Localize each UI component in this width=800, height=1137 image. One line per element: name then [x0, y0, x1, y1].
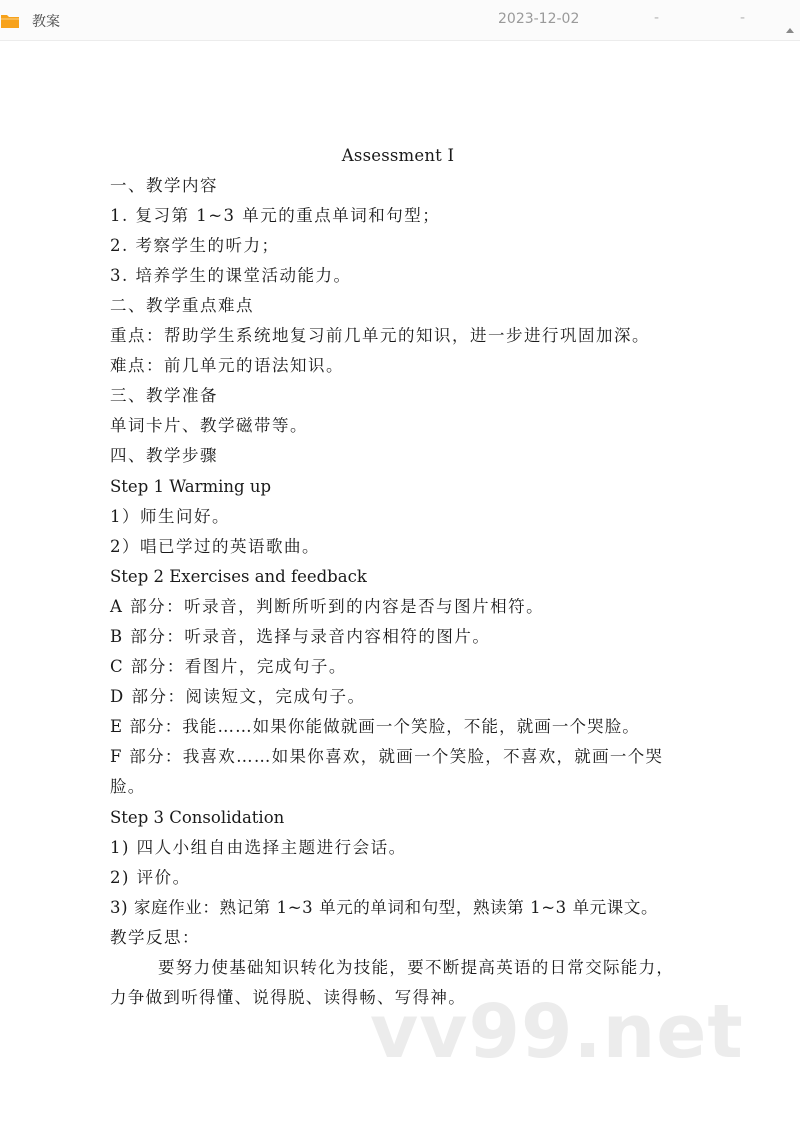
placeholder-dash: -: [654, 10, 660, 26]
watermark-text: vv99.net: [370, 989, 744, 1075]
step-heading: Step 2 Exercises and feedback: [110, 567, 367, 586]
document-name[interactable]: 教案: [32, 14, 60, 30]
paragraph: 难点：前几单元的语法知识。: [110, 356, 344, 375]
list-item: 2）唱已学过的英语歌曲。: [110, 537, 320, 556]
folder-icon: [1, 12, 19, 28]
placeholder-dash: -: [740, 10, 746, 26]
list-item: B 部分：听录音，选择与录音内容相符的图片。: [110, 627, 491, 646]
section-heading: 四、教学步骤: [110, 446, 218, 465]
document-title: Assessment I: [341, 146, 455, 165]
list-item: 2. 考察学生的听力；: [110, 236, 280, 255]
section-heading: 教学反思：: [110, 928, 200, 947]
section-heading: 一、教学内容: [110, 176, 218, 195]
section-heading: 三、教学准备: [110, 386, 218, 405]
list-item: 1）师生问好。: [110, 507, 230, 526]
reflection-paragraph: 要努力使基础知识转化为技能，要不断提高英语的日常交际能力，力争做到听得懂、说得脱、读得畅、写得神。: [110, 958, 675, 1007]
scroll-up-arrow-icon[interactable]: [786, 28, 794, 33]
list-item: 2) 评价。: [110, 868, 191, 887]
document-date: 2023-12-02: [498, 11, 580, 27]
list-item: 1) 四人小组自由选择主题进行会话。: [110, 838, 407, 857]
top-bar: [0, 0, 800, 41]
list-item: 3) 家庭作业：熟记第 1~3 单元的单词和句型，熟读第 1~3 单元课文。: [110, 898, 659, 917]
list-item: F 部分：我喜欢……如果你喜欢，就画一个笑脸，不喜欢，就画一个哭脸。: [110, 747, 664, 796]
step-heading: Step 1 Warming up: [110, 477, 272, 496]
list-item: A 部分：听录音，判断所听到的内容是否与图片相符。: [110, 597, 545, 616]
paragraph: 单词卡片、教学磁带等。: [110, 416, 308, 435]
list-item: 1. 复习第 1~3 单元的重点单词和句型；: [110, 206, 441, 225]
step-heading: Step 3 Consolidation: [110, 808, 285, 827]
paragraph: 重点：帮助学生系统地复习前几单元的知识，进一步进行巩固加深。: [110, 326, 650, 345]
list-item: C 部分：看图片，完成句子。: [110, 657, 347, 676]
list-item: D 部分：阅读短文，完成句子。: [110, 687, 366, 706]
list-item: E 部分：我能……如果你能做就画一个笑脸，不能，就画一个哭脸。: [110, 717, 640, 736]
section-heading: 二、教学重点难点: [110, 296, 254, 315]
list-item: 3. 培养学生的课堂活动能力。: [110, 266, 352, 285]
